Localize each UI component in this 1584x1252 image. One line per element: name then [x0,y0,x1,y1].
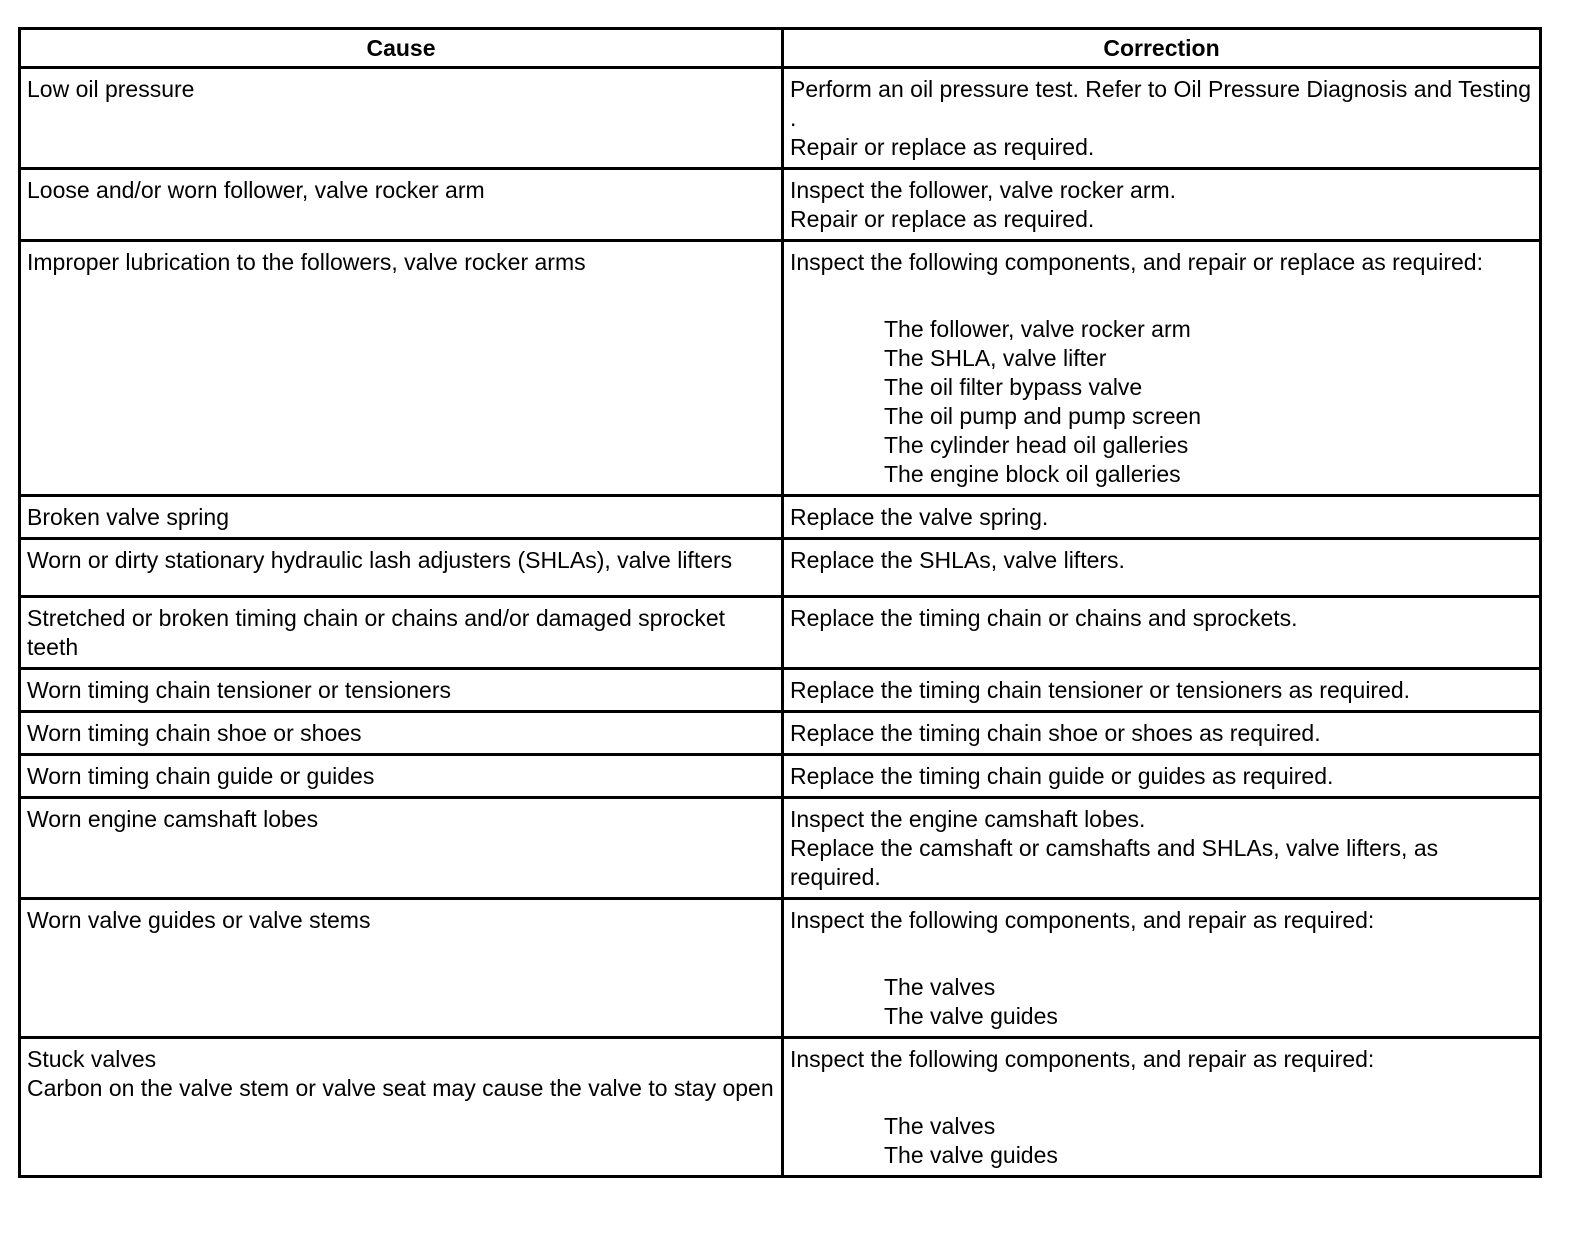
table-row [20,68,1541,169]
cause-cell: Worn timing chain tensioner or tensioners [20,669,783,712]
cause-cell: Worn timing chain guide or guides [20,755,783,798]
correction-cell [783,798,1541,899]
cause-cell: Improper lubrication to the followers, valve rocker arms [20,241,783,496]
list-item: The SHLA, valve lifter [884,345,1107,371]
correction-line: Inspect the follower, valve rocker arm. [790,177,1177,203]
column-header-correction: Correction [783,29,1541,68]
cause-cell: Low oil pressure [20,68,783,169]
correction-line: Inspect the engine camshaft lobes. [790,806,1146,832]
cause-cell: Worn engine camshaft lobes [20,798,783,899]
correction-intro: Inspect the following components, and repair as required: [790,907,1375,933]
table-row [20,241,1541,496]
list-item: The engine block oil galleries [884,461,1181,487]
table-row [20,539,1541,597]
list-item: The valve guides [884,1003,1058,1029]
list-item: The oil filter bypass valve [884,374,1143,400]
correction-cell [783,241,1541,496]
cause-cell: Stretched or broken timing chain or chains and/or damaged sprocket teeth [20,597,783,669]
correction-cell: Replace the SHLAs, valve lifters. [783,539,1541,597]
cause-cell: Loose and/or worn follower, valve rocker arm [20,169,783,241]
list-item: The follower, valve rocker arm [884,316,1191,342]
cause-cell: Worn or dirty stationary hydraulic lash adjusters (SHLAs), valve lifters [20,539,783,597]
cause-line: Stuck valves [27,1046,157,1072]
correction-intro: Inspect the following components, and repair as required: [790,1046,1375,1072]
diagnosis-table [18,27,1542,1178]
cause-line: Carbon on the valve stem or valve seat may cause the valve to stay open [27,1075,774,1101]
correction-cell [783,68,1541,169]
correction-cell [783,1038,1541,1177]
component-list [790,973,1533,1031]
cause-cell: Worn valve guides or valve stems [20,899,783,1038]
list-item: The cylinder head oil galleries [884,432,1189,458]
table-row [20,496,1541,539]
correction-cell [783,899,1541,1038]
table-row [20,1038,1541,1177]
cause-cell: Worn timing chain shoe or shoes [20,712,783,755]
correction-line: Repair or replace as required. [790,206,1095,232]
table-row [20,712,1541,755]
list-item: The valves [884,974,996,1000]
table-row [20,169,1541,241]
list-item: The valves [884,1113,996,1139]
correction-intro: Inspect the following components, and repair or replace as required: [790,249,1483,275]
table-header-row [20,29,1541,68]
correction-line: Replace the camshaft or camshafts and SHLAs, valve lifters, as required. [790,835,1439,890]
table-row [20,755,1541,798]
table-row [20,798,1541,899]
correction-cell: Replace the timing chain or chains and sprockets. [783,597,1541,669]
table-row [20,597,1541,669]
column-header-cause: Cause [20,29,783,68]
correction-cell: Replace the timing chain shoe or shoes as required. [783,712,1541,755]
component-list [790,315,1533,489]
correction-line: Repair or replace as required. [790,134,1095,160]
list-item: The oil pump and pump screen [884,403,1202,429]
correction-cell [783,169,1541,241]
table-row [20,669,1541,712]
component-list [790,1112,1533,1170]
correction-cell: Replace the valve spring. [783,496,1541,539]
cause-cell: Broken valve spring [20,496,783,539]
cause-cell [20,1038,783,1177]
correction-cell: Replace the timing chain guide or guides as required. [783,755,1541,798]
correction-cell: Replace the timing chain tensioner or tensioners as required. [783,669,1541,712]
table-row [20,899,1541,1038]
list-item: The valve guides [884,1142,1058,1168]
correction-line: Perform an oil pressure test. Refer to Oil Pressure Diagnosis and Testing . [790,76,1532,131]
